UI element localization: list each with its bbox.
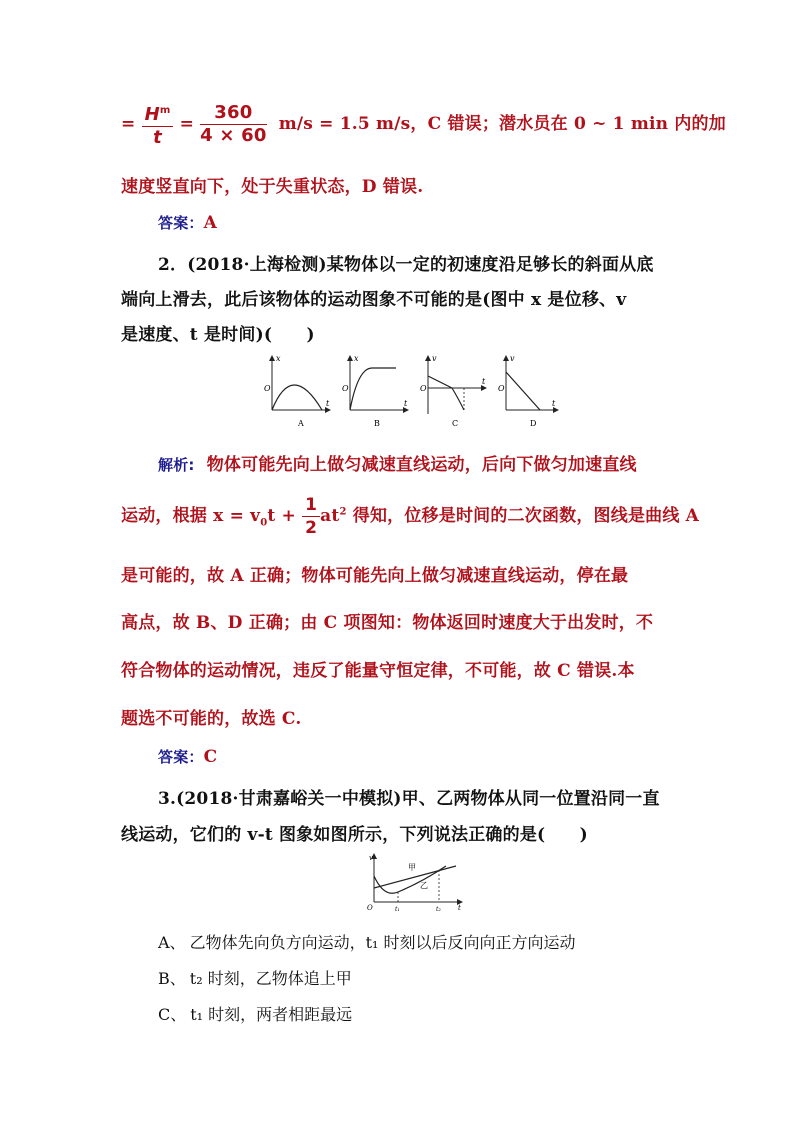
answer-1-label: 答案： <box>158 214 204 232</box>
q3-option-a <box>158 930 576 953</box>
analysis-line-2 <box>121 494 699 539</box>
analysis-text-1: 物体可能先向上做匀减速直线运动，后向下做匀加速直线 <box>206 455 637 475</box>
answer-1-value: A <box>203 213 217 233</box>
graph-a-y-label: x <box>276 354 281 363</box>
q3-yi-label: 乙 <box>420 881 428 890</box>
eq-result-text: m/s = 1.5 m/s，C 错误；潜水员在 0 ~ 1 min 内的加 <box>278 114 726 134</box>
graph-c-y-label: v <box>432 354 437 363</box>
graph-c-line <box>428 376 452 388</box>
q3-line-1: 3.(2018·甘肃嘉峪关一中模拟)甲、乙两物体从同一位置沿同一直 <box>158 789 660 809</box>
fraction-one-half <box>302 494 320 539</box>
q3-jia-label: 甲 <box>408 863 416 872</box>
graph-c-caption: C <box>452 419 459 428</box>
eq-equals-1: = <box>121 114 136 134</box>
half-num: 1 <box>302 494 320 517</box>
q3-t-label: t <box>458 904 461 912</box>
answer-2-label: 答案： <box>158 748 204 766</box>
t-var: t <box>153 127 162 148</box>
h-sup: m <box>159 105 171 116</box>
h-var: H <box>144 104 160 125</box>
answer-2-value: C <box>203 747 218 767</box>
analysis-2-sup: 2 <box>339 506 347 518</box>
graph-d-origin: O <box>498 384 505 393</box>
analysis-2d: 得知，位移是时间的二次函数，图线是曲线 A <box>352 506 700 526</box>
q2-line-2: 端向上滑去，此后该物体的运动图象不可能的是(图中 x 是位移、v <box>121 290 627 310</box>
graph-d-caption: D <box>530 419 537 428</box>
q3-option-b-key: B、 <box>158 969 186 988</box>
q3-option-c-key: C、 <box>158 1005 187 1024</box>
q2-line-1: 2．(2018·上海检测)某物体以一定的初速度沿足够长的斜面从底 <box>158 255 654 275</box>
graph-c <box>420 354 486 428</box>
eq-equals-2: = <box>179 114 195 134</box>
analysis-line-4: 高点，故 B、D 正确；由 C 项图知：物体返回时速度大于出发时，不 <box>121 613 654 633</box>
q3-option-c <box>158 1002 352 1025</box>
q3-option-b <box>158 966 352 989</box>
graph-d <box>498 354 558 428</box>
graph-d-line <box>506 372 540 410</box>
fraction-h <box>142 100 174 127</box>
q3-option-a-text: 乙物体先向负方向运动，t₁ 时刻以后反向向正方向运动 <box>189 933 576 952</box>
graph-a-origin: O <box>264 384 271 393</box>
q3-option-c-text: t₁ 时刻，两者相距最远 <box>190 1005 353 1024</box>
fraction-h-over-t <box>142 100 174 149</box>
q2-graphs <box>262 352 562 432</box>
analysis-line-1 <box>158 450 637 475</box>
analysis-line-3: 是可能的，故 A 正确；物体可能先向上做匀减速直线运动，停在最 <box>121 566 629 586</box>
graph-b <box>342 354 408 428</box>
graph-c-t-label: t <box>482 377 486 386</box>
answer-1 <box>158 212 217 233</box>
graph-b-caption: B <box>374 419 380 428</box>
fraction-t <box>142 127 174 149</box>
graph-b-curve <box>350 368 396 410</box>
q3-graph <box>366 852 466 914</box>
analysis-2a: 运动，根据 x = v <box>121 506 261 526</box>
analysis-2-sub: 0 <box>260 517 268 529</box>
answer-2 <box>158 746 217 767</box>
graph-a-t-label: t <box>326 399 330 408</box>
graph-c-origin: O <box>420 384 427 393</box>
analysis-line-5: 符合物体的运动情况，违反了能量守恒定律，不可能，故 C 错误.本 <box>121 661 635 681</box>
analysis-label: 解析: <box>158 456 195 474</box>
graph-d-y-label: v <box>510 354 515 363</box>
fraction-360-den: 4 × 60 <box>200 125 267 146</box>
q3-line-2: 线运动，它们的 v-t 图象如图所示，下列说法正确的是( ) <box>121 825 588 845</box>
graph-a <box>264 354 330 428</box>
analysis-2c: at <box>320 506 340 526</box>
p1-line-2: 速度竖直向下，处于失重状态，D 错误. <box>121 177 424 197</box>
analysis-line-6: 题选不可能的，故选 C. <box>121 709 302 729</box>
q3-origin: O <box>367 904 373 912</box>
q3-option-b-text: t₂ 时刻，乙物体追上甲 <box>189 969 352 988</box>
graph-b-y-label: x <box>354 354 359 363</box>
q3-v-label: v <box>369 854 373 862</box>
graph-b-t-label: t <box>404 399 408 408</box>
fraction-360-num: 360 <box>200 102 266 125</box>
graph-d-t-label: t <box>552 399 556 408</box>
graph-a-curve <box>272 385 322 410</box>
analysis-2b: t + <box>267 506 297 526</box>
q3-option-a-key: A、 <box>158 933 186 952</box>
fraction-360 <box>200 102 266 147</box>
q3-t1-label: t₁ <box>395 906 400 913</box>
half-den: 2 <box>305 518 318 538</box>
graph-a-caption: A <box>298 419 304 428</box>
q2-line-3: 是速度、t 是时间)( ) <box>121 325 315 345</box>
q3-t2-label: t₂ <box>436 906 441 913</box>
graph-b-origin: O <box>342 384 349 393</box>
graph-c-curve <box>452 388 464 410</box>
eq-line-1 <box>121 100 726 149</box>
